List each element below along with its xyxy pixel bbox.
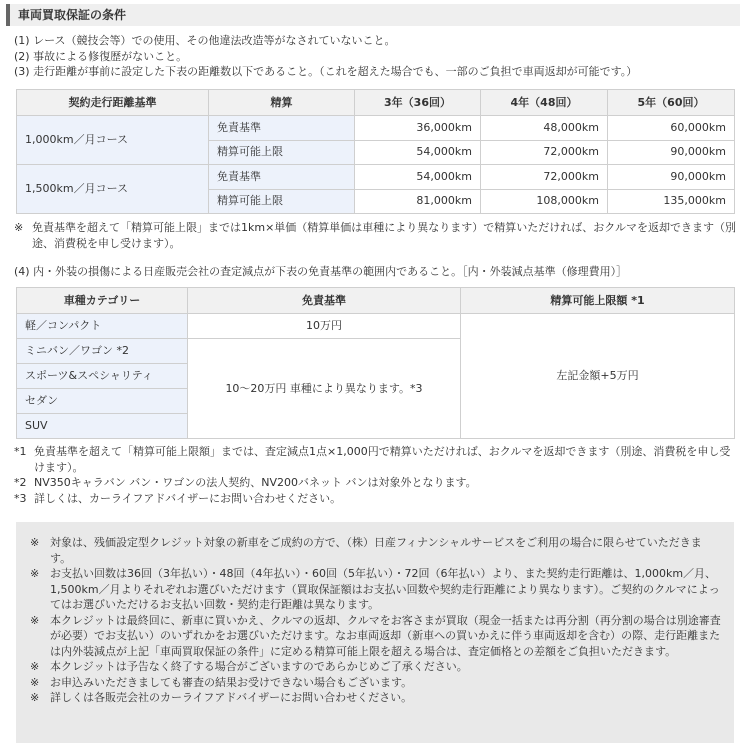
course-1000: 1,000km／月コース bbox=[17, 116, 209, 165]
damage-table-header bbox=[17, 288, 735, 314]
note-text: NV350キャラバン バン・ワゴンの法人契約、NV200バネット バンは対象外となります。 bbox=[34, 476, 477, 489]
note-text: お申込みいただきましても審査の結果お受けできない場合もございます。 bbox=[50, 675, 413, 689]
note-text: 免責基準を超えて「精算可能上限」までは1km×単価（精算単価は車種により異なります）で精算いただければ、おクルマを返却できます（別途、消費税を申し受けます）。 bbox=[32, 221, 736, 250]
note-mark: ※ bbox=[14, 221, 24, 234]
list-item bbox=[30, 675, 722, 691]
list-item bbox=[14, 444, 736, 475]
row-label: 免責基準 bbox=[209, 116, 355, 141]
row-label: 精算可能上限 bbox=[209, 189, 355, 214]
list-item bbox=[30, 566, 722, 613]
table-cell: 60,000km bbox=[608, 116, 735, 141]
table-row bbox=[17, 116, 735, 141]
list-item bbox=[30, 659, 722, 675]
table-row bbox=[17, 314, 735, 339]
table-cell: 36,000km bbox=[355, 116, 481, 141]
header-settlement: 精算 bbox=[209, 90, 355, 116]
category-sports: スポーツ&スペシャリティ bbox=[17, 364, 188, 389]
course-1500: 1,500km／月コース bbox=[17, 165, 209, 214]
table-cell: 72,000km bbox=[481, 165, 608, 190]
table-cell: 135,000km bbox=[608, 189, 735, 214]
header-4-years: 4年（48回） bbox=[481, 90, 608, 116]
note-mark: ※ bbox=[30, 613, 40, 627]
note-mark: *3 bbox=[14, 491, 27, 505]
table-cell: 72,000km bbox=[481, 140, 608, 165]
damage-table bbox=[16, 287, 735, 439]
note-mark: ※ bbox=[30, 567, 40, 580]
mileage-table bbox=[16, 89, 735, 214]
note-mark: ※ bbox=[30, 691, 40, 704]
note-text: 本クレジットは最終回に、新車に買いかえ、クルマの返却、クルマをお客さまが買取（現金一括または再分割（再分割の場合は別途審査が必要）でお支払い）のいずれかをお選びいただけます。なお車両返却（新車への買いかえに伴う車両返却を含む）の際、走行距離または内外装減点が上記「車両買取保証の条件」に定める精算可能上限を超える場合は、査定価格との差額をご負担いただきます。 bbox=[50, 613, 721, 658]
note-mark: ※ bbox=[30, 536, 40, 549]
condition-3: (3) 走行距離が事前に設定した下表の距離数以下であること。（これを超えた場合でも、一部のご負担で車両返却が可能です。） bbox=[14, 65, 638, 78]
list-item bbox=[14, 475, 736, 491]
category-minivan: ミニバン／ワゴン *2 bbox=[17, 339, 188, 364]
mileage-table-header bbox=[17, 90, 735, 116]
condition-1: (1) レース（競技会等）での使用、その他違法改造等がなされていないこと。 bbox=[14, 34, 396, 47]
category-compact: 軽／コンパクト bbox=[17, 314, 188, 339]
header-mileage-basis: 契約走行距離基準 bbox=[17, 90, 209, 116]
note-text: 免責基準を超えて「精算可能上限額」までは、査定減点1点×1,000円で精算いただければ、おクルマを返却できます（別途、消費税を申し受けます）。 bbox=[34, 445, 731, 474]
header-3-years: 3年（36回） bbox=[355, 90, 481, 116]
category-suv: SUV bbox=[17, 414, 188, 439]
condition-list bbox=[14, 33, 734, 80]
note-mark: ※ bbox=[30, 660, 40, 673]
category-sedan: セダン bbox=[17, 389, 188, 414]
list-item bbox=[14, 491, 736, 507]
note-mark: ※ bbox=[30, 675, 40, 689]
table-cell: 90,000km bbox=[608, 140, 735, 165]
exemption-others: 10～20万円 車種により異なります。*3 bbox=[188, 339, 461, 439]
note-text: 詳しくは、カーライフアドバイザーにお問い合わせください。 bbox=[34, 491, 342, 505]
note-text: 対象は、残価設定型クレジット対象の新車をご成約の方で、（株）日産フィナンシャルサービスをご利用の場合に限らせていただきます。 bbox=[50, 536, 702, 565]
exemption-compact: 10万円 bbox=[188, 314, 461, 339]
header-vehicle-category: 車種カテゴリー bbox=[17, 288, 188, 314]
note-text: 本クレジットは予告なく終了する場合がございますのであらかじめご了承ください。 bbox=[50, 660, 468, 673]
table-cell: 54,000km bbox=[355, 165, 481, 190]
header-5-years: 5年（60回） bbox=[608, 90, 735, 116]
table-cell: 108,000km bbox=[481, 189, 608, 214]
section-heading: 車両買取保証の条件 bbox=[6, 4, 740, 26]
table-cell: 54,000km bbox=[355, 140, 481, 165]
list-item bbox=[30, 613, 722, 660]
table-cell: 48,000km bbox=[481, 116, 608, 141]
table-row bbox=[17, 165, 735, 190]
table-cell: 81,000km bbox=[355, 189, 481, 214]
note-text: お支払い回数は36回（3年払い）・48回（4年払い）・60回（5年払い）・72回（6年払い）より、また契約走行距離は、1,000km／月、1,500km／月よりそれぞれお選びいただけます（買取保証額はお支払い回数や契約走行距離により異なります）。ご契約のクルマによってはお選びいただけるお支払い回数・契約走行距離は異なります。 bbox=[50, 567, 720, 611]
mileage-note bbox=[14, 220, 736, 251]
row-label: 免責基準 bbox=[209, 165, 355, 190]
damage-notes bbox=[14, 444, 736, 506]
condition-2: (2) 事故による修復歴がないこと。 bbox=[14, 49, 188, 63]
note-text: 詳しくは各販売会社のカーライフアドバイザーにお問い合わせください。 bbox=[50, 691, 413, 704]
header-exemption: 免責基準 bbox=[188, 288, 461, 314]
list-item bbox=[30, 690, 722, 706]
row-label: 精算可能上限 bbox=[209, 140, 355, 165]
note-mark: *2 bbox=[14, 476, 27, 489]
footnote-box bbox=[16, 522, 734, 743]
condition-4: (4) 内・外装の損傷による日産販売会社の査定減点が下表の免責基準の範囲内であること。［内・外装減点基準（修理費用）］ bbox=[14, 265, 628, 278]
header-limit: 精算可能上限額 *1 bbox=[461, 288, 735, 314]
limit-amount: 左記金額+5万円 bbox=[461, 314, 735, 439]
table-cell: 90,000km bbox=[608, 165, 735, 190]
note-mark: *1 bbox=[14, 445, 27, 458]
list-item bbox=[30, 535, 722, 566]
